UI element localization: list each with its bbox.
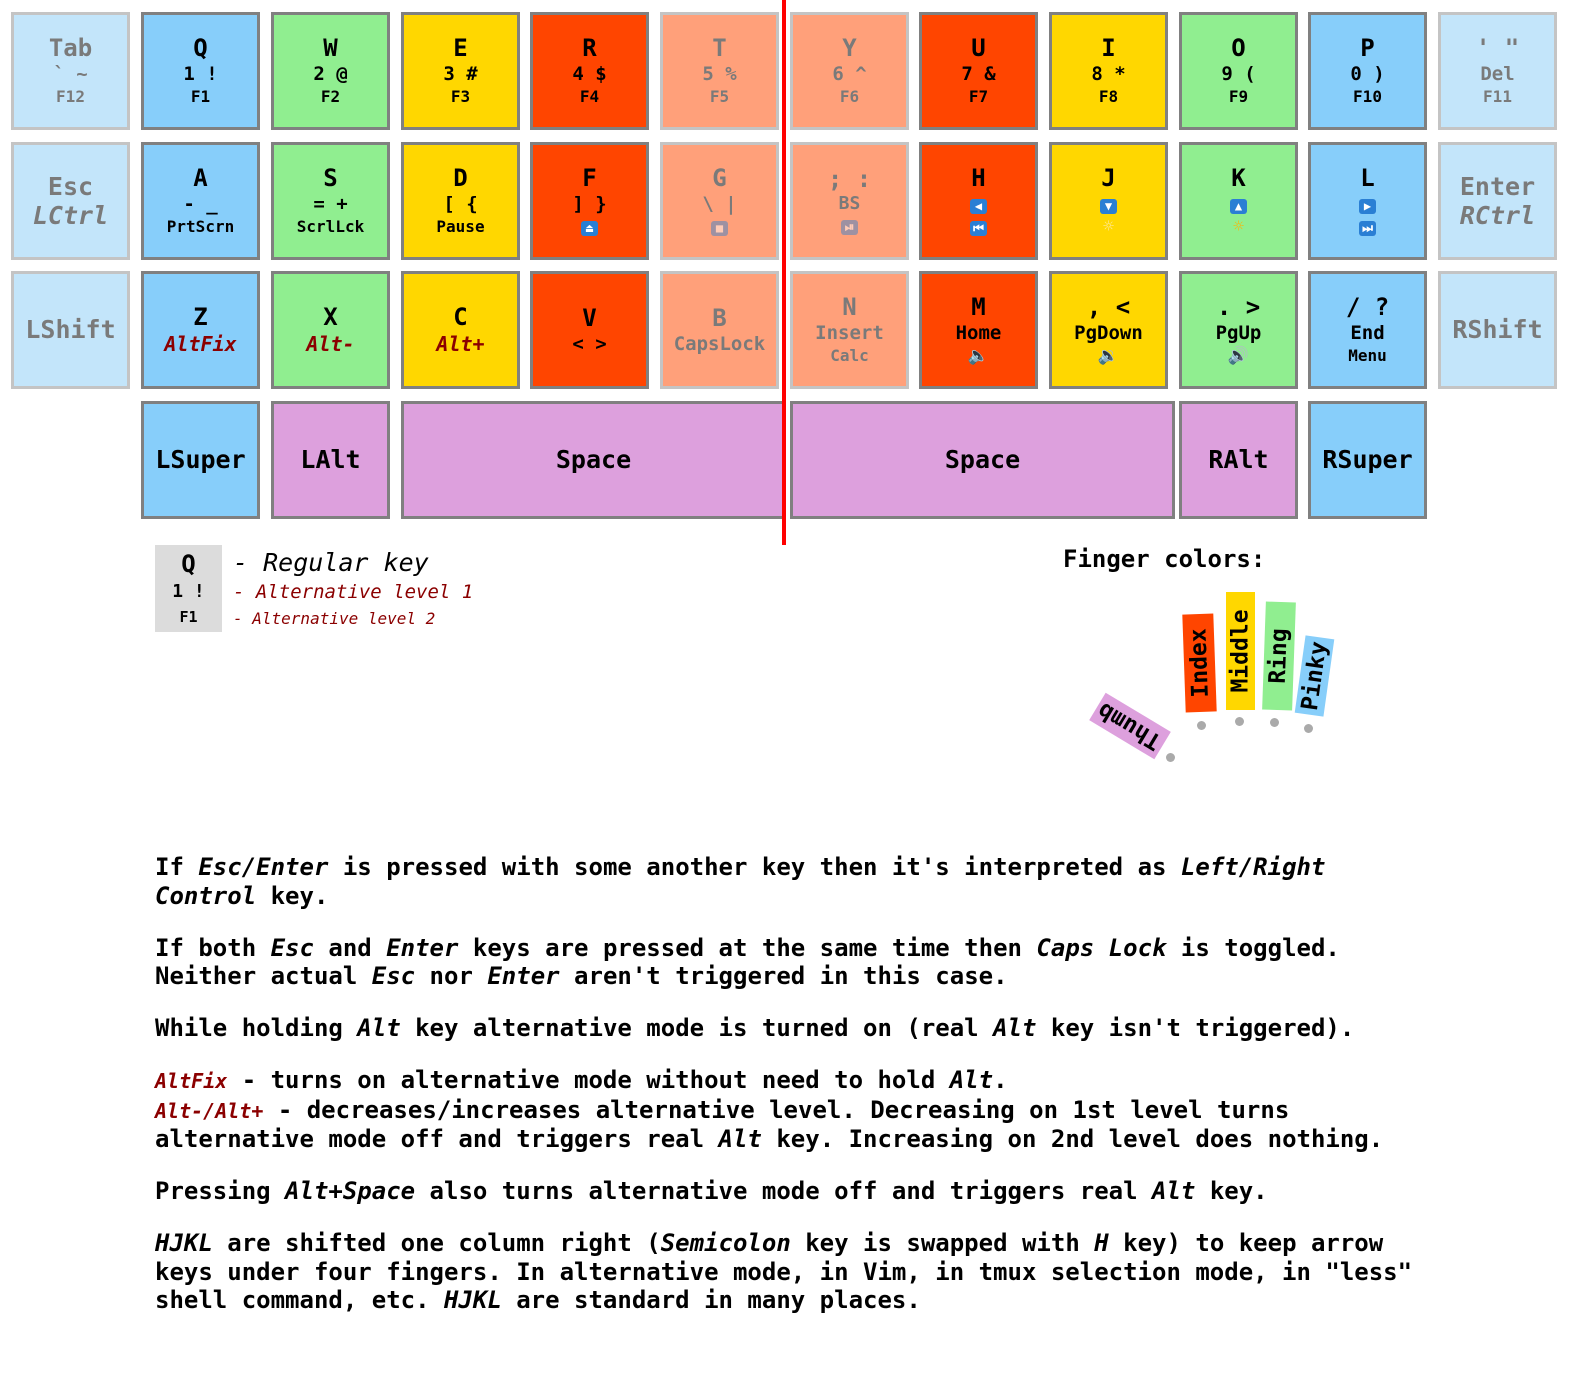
key-alt1: AltFix (164, 332, 237, 356)
note-altfix: AltFix - turns on alternative mode without need to hold Alt. Alt-/Alt+ - decreases/increases alternative level. Decreasing on 1st level turns alternative mode off and triggers real Alt key. Increasing on 2nd level does nothing. (155, 1066, 1384, 1153)
finger-pinky-label: Pinky (1296, 639, 1333, 713)
finger-thumb (1089, 693, 1171, 760)
key-rshift (1438, 271, 1557, 389)
arrow-down-icon: ▼ (1100, 199, 1117, 214)
key-alt1: PgDown (1074, 322, 1143, 344)
key-space-right (790, 401, 1175, 519)
finger-index-label: Index (1185, 627, 1214, 699)
key-n (790, 271, 909, 389)
legend-key-alt1: 1 ! (172, 580, 205, 602)
key-k (1179, 142, 1298, 260)
key-main: RAlt (1208, 445, 1269, 474)
key-main: Space (944, 445, 1021, 474)
key-u (919, 12, 1038, 130)
key-comma (1049, 271, 1168, 389)
finger-middle-label: Middle (1227, 609, 1254, 693)
key-alt1: 0 ) (1350, 63, 1385, 85)
next-track-icon: ⏭ (1359, 221, 1376, 236)
key-z (141, 271, 260, 389)
key-enter (1438, 142, 1557, 260)
mute-icon: 🔈 (967, 346, 990, 366)
key-alt1: Del (1480, 63, 1515, 85)
key-alt1: 4 $ (572, 63, 607, 85)
finger-pinky (1295, 635, 1335, 716)
key-main: E (453, 34, 468, 62)
key-main: C (453, 303, 468, 331)
key-main: RShift (1452, 315, 1543, 344)
brightness-down-icon: ☼ (1103, 216, 1114, 237)
legend-key-alt2: F1 (179, 607, 198, 626)
key-main: W (323, 34, 338, 62)
legend-key-main: Q (181, 549, 196, 578)
key-lalt (271, 401, 390, 519)
volume-up-icon: 🔊 (1227, 346, 1250, 366)
key-alt1: ` ~ (53, 63, 88, 85)
key-ralt (1179, 401, 1298, 519)
key-main: ; : (827, 165, 872, 193)
key-main: U (971, 34, 986, 62)
key-f (530, 142, 649, 260)
key-main: I (1101, 34, 1116, 62)
key-alt1: < > (572, 333, 607, 355)
key-alt1: 2 @ (313, 63, 348, 85)
key-main: O (1231, 34, 1246, 62)
key-quote (1438, 12, 1557, 130)
notes (155, 853, 1435, 1338)
volume-down-icon: 🔉 (1097, 346, 1120, 366)
key-alt2: F4 (579, 87, 600, 106)
legend-key (155, 545, 222, 632)
key-main: J (1101, 164, 1116, 192)
key-e (401, 12, 520, 130)
note-capslock: If both Esc and Enter keys are pressed at the same time then Caps Lock is toggled. Neither actual Esc nor Enter aren't triggered in this case. (155, 933, 1340, 990)
key-rsuper (1308, 401, 1427, 519)
key-main: Tab (48, 34, 93, 62)
key-alt1: Insert (815, 322, 884, 344)
finger-thumb-label: Thumb (1093, 697, 1167, 755)
key-main: A (193, 164, 208, 192)
key-space-left (401, 401, 786, 519)
note-alt-mode: While holding Alt key alternative mode is turned on (real Alt key isn't triggered). (155, 1014, 1355, 1042)
key-main: H (971, 164, 986, 192)
key-d (401, 142, 520, 260)
stop-icon: ■ (711, 221, 728, 236)
key-main: RSuper (1322, 445, 1413, 474)
key-alt1: 3 # (443, 63, 478, 85)
finger-index (1182, 613, 1216, 712)
key-lsuper (141, 401, 260, 519)
key-main: Z (193, 303, 208, 331)
key-a (141, 142, 260, 260)
key-alt2: F11 (1483, 87, 1512, 106)
key-alt1: \ | (702, 193, 737, 215)
key-alt2: F7 (968, 87, 989, 106)
key-main: , < (1086, 293, 1131, 321)
key-semicolon (790, 142, 909, 260)
key-alt1: 9 ( (1221, 63, 1256, 85)
key-main: L (1360, 164, 1375, 192)
key-alt2: F9 (1228, 87, 1249, 106)
key-v (530, 271, 649, 389)
brightness-up-icon: ☼ (1233, 216, 1244, 237)
key-alt2: F3 (450, 87, 471, 106)
key-main: LAlt (300, 445, 361, 474)
note-alt-space: Pressing Alt+Space also turns alternative mode off and triggers real Alt key. (155, 1177, 1268, 1205)
finger-base-dot (1235, 717, 1244, 726)
key-alt1: - _ (183, 193, 218, 215)
key-g (660, 142, 779, 260)
key-alt1: BS (838, 193, 861, 214)
key-alt2: F8 (1098, 87, 1119, 106)
key-main: T (712, 34, 727, 62)
key-o (1179, 12, 1298, 130)
key-main: X (323, 303, 338, 331)
key-tab (11, 12, 130, 130)
finger-base-dot (1270, 718, 1279, 727)
key-main: Esc (47, 172, 94, 201)
key-j (1049, 142, 1168, 260)
note-hjkl: HJKL are shifted one column right (Semicolon key is swapped with H key) to keep arrow keys under four fingers. In alternative mode, in Vim, in tmux selection mode, in "less" shell command, etc. HJKL are standard in many places. (155, 1229, 1413, 1314)
key-l (1308, 142, 1427, 260)
key-h (919, 142, 1038, 260)
finger-ring-label: Ring (1265, 627, 1293, 685)
key-main: / ? (1345, 293, 1390, 321)
key-alt1: = + (313, 193, 348, 215)
key-alt2: PrtScrn (166, 217, 235, 236)
key-esc (11, 142, 130, 260)
key-main: K (1231, 164, 1246, 192)
finger-base-dot (1197, 721, 1206, 730)
key-main: F (582, 164, 597, 192)
key-w (271, 12, 390, 130)
arrow-left-icon: ◀ (970, 199, 987, 214)
key-alt1: [ { (443, 193, 478, 215)
key-main: S (323, 164, 338, 192)
key-period (1179, 271, 1298, 389)
key-main: P (1360, 34, 1375, 62)
note-ctrl: If Esc/Enter is pressed with some another key then it's interpreted as Left/Right Control key. (155, 853, 1326, 910)
key-alt2: Pause (436, 217, 485, 236)
key-alt1: 1 ! (183, 63, 218, 85)
key-i (1049, 12, 1168, 130)
key-alt1: Home (955, 322, 1002, 344)
key-main: Q (193, 34, 208, 62)
finger-base-dot (1166, 753, 1175, 762)
legend-alt-level-1: - Alternative level 1 (233, 581, 474, 603)
key-main: N (842, 293, 857, 321)
key-q (141, 12, 260, 130)
legend-alt-level-2: - Alternative level 2 (233, 609, 436, 628)
key-alt1: 8 * (1091, 63, 1126, 85)
key-alt1: 7 & (961, 63, 996, 85)
key-m (919, 271, 1038, 389)
finger-colors-title: Finger colors: (1063, 545, 1266, 573)
key-sub: LCtrl (32, 201, 109, 230)
key-t (660, 12, 779, 130)
previous-track-icon: ⏮ (970, 221, 987, 236)
key-alt1: Alt- (306, 332, 355, 356)
key-main: B (712, 304, 727, 332)
legend-regular: - Regular key (233, 548, 429, 577)
key-lshift (11, 271, 130, 389)
key-alt2: Menu (1348, 346, 1387, 365)
key-y (790, 12, 909, 130)
key-main: D (453, 164, 468, 192)
key-x (271, 271, 390, 389)
key-alt1: Alt+ (436, 332, 485, 356)
finger-base-dot (1304, 724, 1313, 733)
key-slash (1308, 271, 1427, 389)
key-p (1308, 12, 1427, 130)
key-main: M (971, 293, 986, 321)
key-alt2: F5 (709, 87, 730, 106)
key-c (401, 271, 520, 389)
key-main: LShift (25, 315, 116, 344)
key-b (660, 271, 779, 389)
key-r (530, 12, 649, 130)
key-alt1: 5 % (702, 63, 737, 85)
key-alt2: Calc (830, 346, 869, 365)
key-main: Y (842, 34, 857, 62)
key-main: V (582, 304, 597, 332)
key-sub: RCtrl (1459, 201, 1536, 230)
finger-ring (1262, 602, 1296, 711)
key-alt2: F10 (1353, 87, 1382, 106)
key-alt1: 6 ^ (832, 63, 867, 85)
key-main: . > (1216, 293, 1261, 321)
key-alt1: ] } (572, 193, 607, 215)
key-alt2: ScrlLck (296, 217, 365, 236)
key-main: R (582, 34, 597, 62)
hand-divider (782, 0, 786, 545)
key-main: Space (555, 445, 632, 474)
key-alt2: F6 (839, 87, 860, 106)
key-main: Enter (1459, 172, 1536, 201)
key-alt1: CapsLock (673, 333, 766, 355)
key-main: ' " (1475, 34, 1520, 62)
finger-middle (1226, 592, 1255, 710)
key-alt2: F1 (190, 87, 211, 106)
eject-icon: ⏏ (581, 221, 598, 236)
play-pause-icon: ⏯ (841, 220, 858, 235)
key-alt2: F2 (320, 87, 341, 106)
key-alt1: End (1350, 322, 1385, 344)
arrow-up-icon: ▲ (1230, 199, 1247, 214)
key-alt2: F12 (56, 87, 85, 106)
key-main: G (712, 164, 727, 192)
arrow-right-icon: ▶ (1359, 199, 1376, 214)
key-main: LSuper (155, 445, 246, 474)
key-alt1: PgUp (1215, 322, 1262, 344)
key-s (271, 142, 390, 260)
